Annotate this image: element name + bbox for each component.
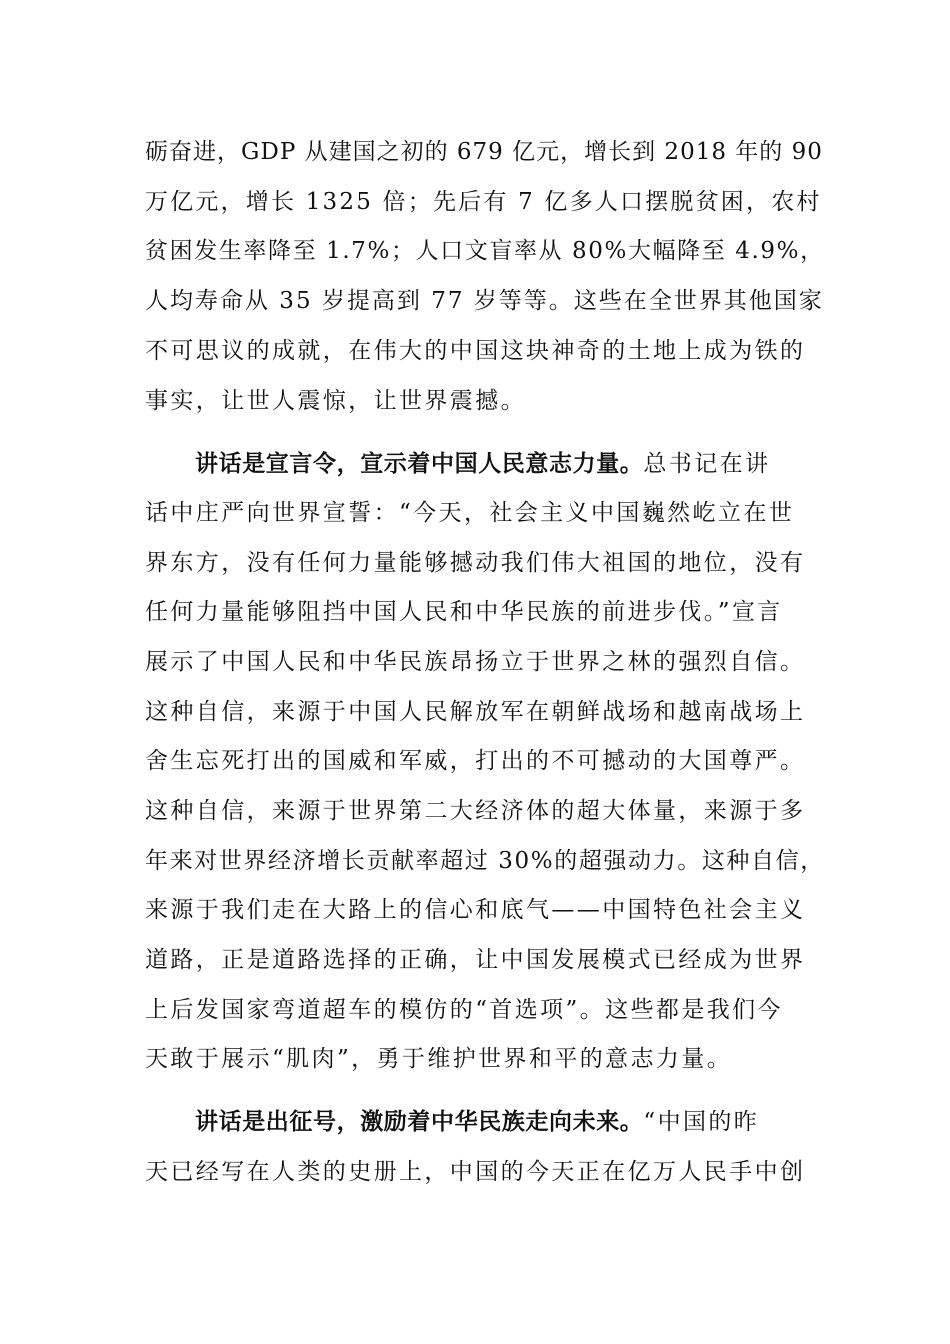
paragraph-line: 上后发国家弯道超车的模仿的“首选项”。这些都是我们今 (145, 997, 783, 1023)
paragraph-line: 道路，正是道路选择的正确，让中国发展模式已经成为世界 (145, 947, 806, 973)
paragraph-line: 贫困发生率降至 1.7%；人口文盲率从 80%大幅降至 4.9%， (145, 238, 825, 264)
paragraph-line: 这种自信，来源于世界第二大经济体的超大体量，来源于多 (145, 798, 806, 824)
paragraph-line: 万亿元，增长 1325 倍；先后有 7 亿多人口摆脱贫困，农村 (145, 189, 822, 215)
paragraph-line: 砺奋进，GDP 从建国之初的 679 亿元，增长到 2018 年的 90 (145, 139, 823, 165)
paragraph-heading: 讲话是宣言令，宣示着中国人民意志力量。 (195, 451, 644, 477)
paragraph-line: 展示了中国人民和中华民族昂扬立于世界之林的强烈自信。 (145, 649, 806, 675)
paragraph-line: 界东方，没有任何力量能够撼动我们伟大祖国的地位，没有 (145, 550, 806, 576)
paragraph-first-line (195, 1107, 825, 1137)
paragraph-line: 任何力量能够阻挡中国人民和中华民族的前进步伐。”宣言 (145, 599, 783, 625)
paragraph-line: 事实，让世人震惊，让世界震撼。 (145, 388, 526, 414)
paragraph-line: 来源于我们走在大路上的信心和底气——中国特色社会主义 (145, 897, 806, 923)
paragraph-heading: 讲话是出征号，激励着中华民族走向未来。 (195, 1109, 644, 1135)
paragraph-line: 不可思议的成就，在伟大的中国这块神奇的土地上成为铁的 (145, 338, 806, 364)
paragraph-text: “中国的昨 (643, 1109, 760, 1135)
paragraph-line: 话中庄严向世界宣誓：“今天，社会主义中国巍然屹立在世 (145, 500, 795, 526)
paragraph-line: 天已经写在人类的史册上，中国的今天正在亿万人民手中创 (145, 1159, 806, 1185)
paragraph-line: 舍生忘死打出的国威和军威，打出的不可撼动的大国尊严。 (145, 748, 806, 774)
paragraph-line: 这种自信，来源于中国人民解放军在朝鲜战场和越南战场上 (145, 699, 806, 725)
paragraph-text: 总书记在讲 (643, 451, 771, 477)
paragraph-line: 人均寿命从 35 岁提高到 77 岁等等。这些在全世界其他国家 (145, 288, 824, 314)
paragraph-line: 年来对世界经济增长贡献率超过 30%的超强动力。这种自信， (145, 848, 825, 874)
paragraph-line: 天敢于展示“肌肉”，勇于维护世界和平的意志力量。 (145, 1046, 733, 1072)
paragraph-first-line (195, 449, 825, 479)
